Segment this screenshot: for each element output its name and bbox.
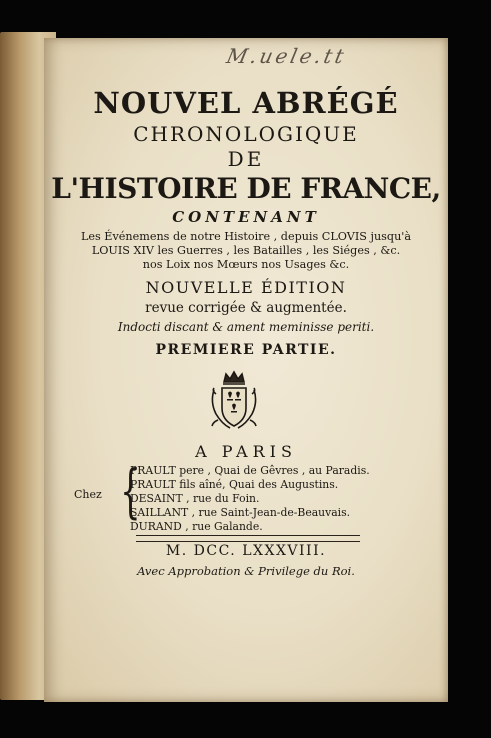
latin-motto: Indocti discant & ament meminisse periti. xyxy=(117,320,375,334)
title-line-4: L'HISTOIRE DE FRANCE, xyxy=(51,172,441,205)
royal-crest-icon xyxy=(206,368,262,434)
revision-label: revue corrigée & augmentée. xyxy=(145,300,347,316)
publisher-line: SAILLANT , rue Saint-Jean-de-Beauvais. xyxy=(130,506,351,519)
publisher-list xyxy=(130,464,370,534)
edition-label: NOUVELLE ÉDITION xyxy=(145,278,347,297)
description-line-3: nos Loix nos Mœurs nos Usages &c. xyxy=(142,258,350,271)
description-line-1: Les Événemens de notre Histoire , depuis CLOVIS jusqu'à xyxy=(80,230,412,243)
title-line-1: NOUVEL ABRÉGÉ xyxy=(93,86,399,120)
description xyxy=(44,230,448,272)
publisher-line: DURAND , rue Galande. xyxy=(130,520,263,533)
publisher-line: PRAULT pere , Quai de Gêvres , au Paradis. xyxy=(130,464,370,477)
publisher-line: PRAULT fils aîné, Quai des Augustins. xyxy=(130,478,339,491)
title-page xyxy=(44,38,448,702)
imprint-city: A PARIS xyxy=(195,442,297,461)
publication-year: M. DCC. LXXXVIII. xyxy=(165,543,327,559)
double-rule-divider xyxy=(136,535,360,542)
chez-label: Chez xyxy=(74,488,102,501)
part-label: PREMIERE PARTIE. xyxy=(155,342,337,358)
handwritten-signature: M.uele.tt xyxy=(224,44,349,68)
title-line-2: CHRONOLOGIQUE xyxy=(133,122,359,146)
brace-glyph: { xyxy=(120,457,141,525)
approbation-line: Avec Approbation & Privilege du Roi. xyxy=(137,564,355,578)
publisher-line: DESAINT , rue du Foin. xyxy=(130,492,260,505)
title-line-3: DE xyxy=(227,147,265,171)
title-line-5: CONTENANT xyxy=(172,208,320,226)
description-line-2: LOUIS XIV les Guerres , les Batailles , les Siéges , &c. xyxy=(91,244,401,257)
